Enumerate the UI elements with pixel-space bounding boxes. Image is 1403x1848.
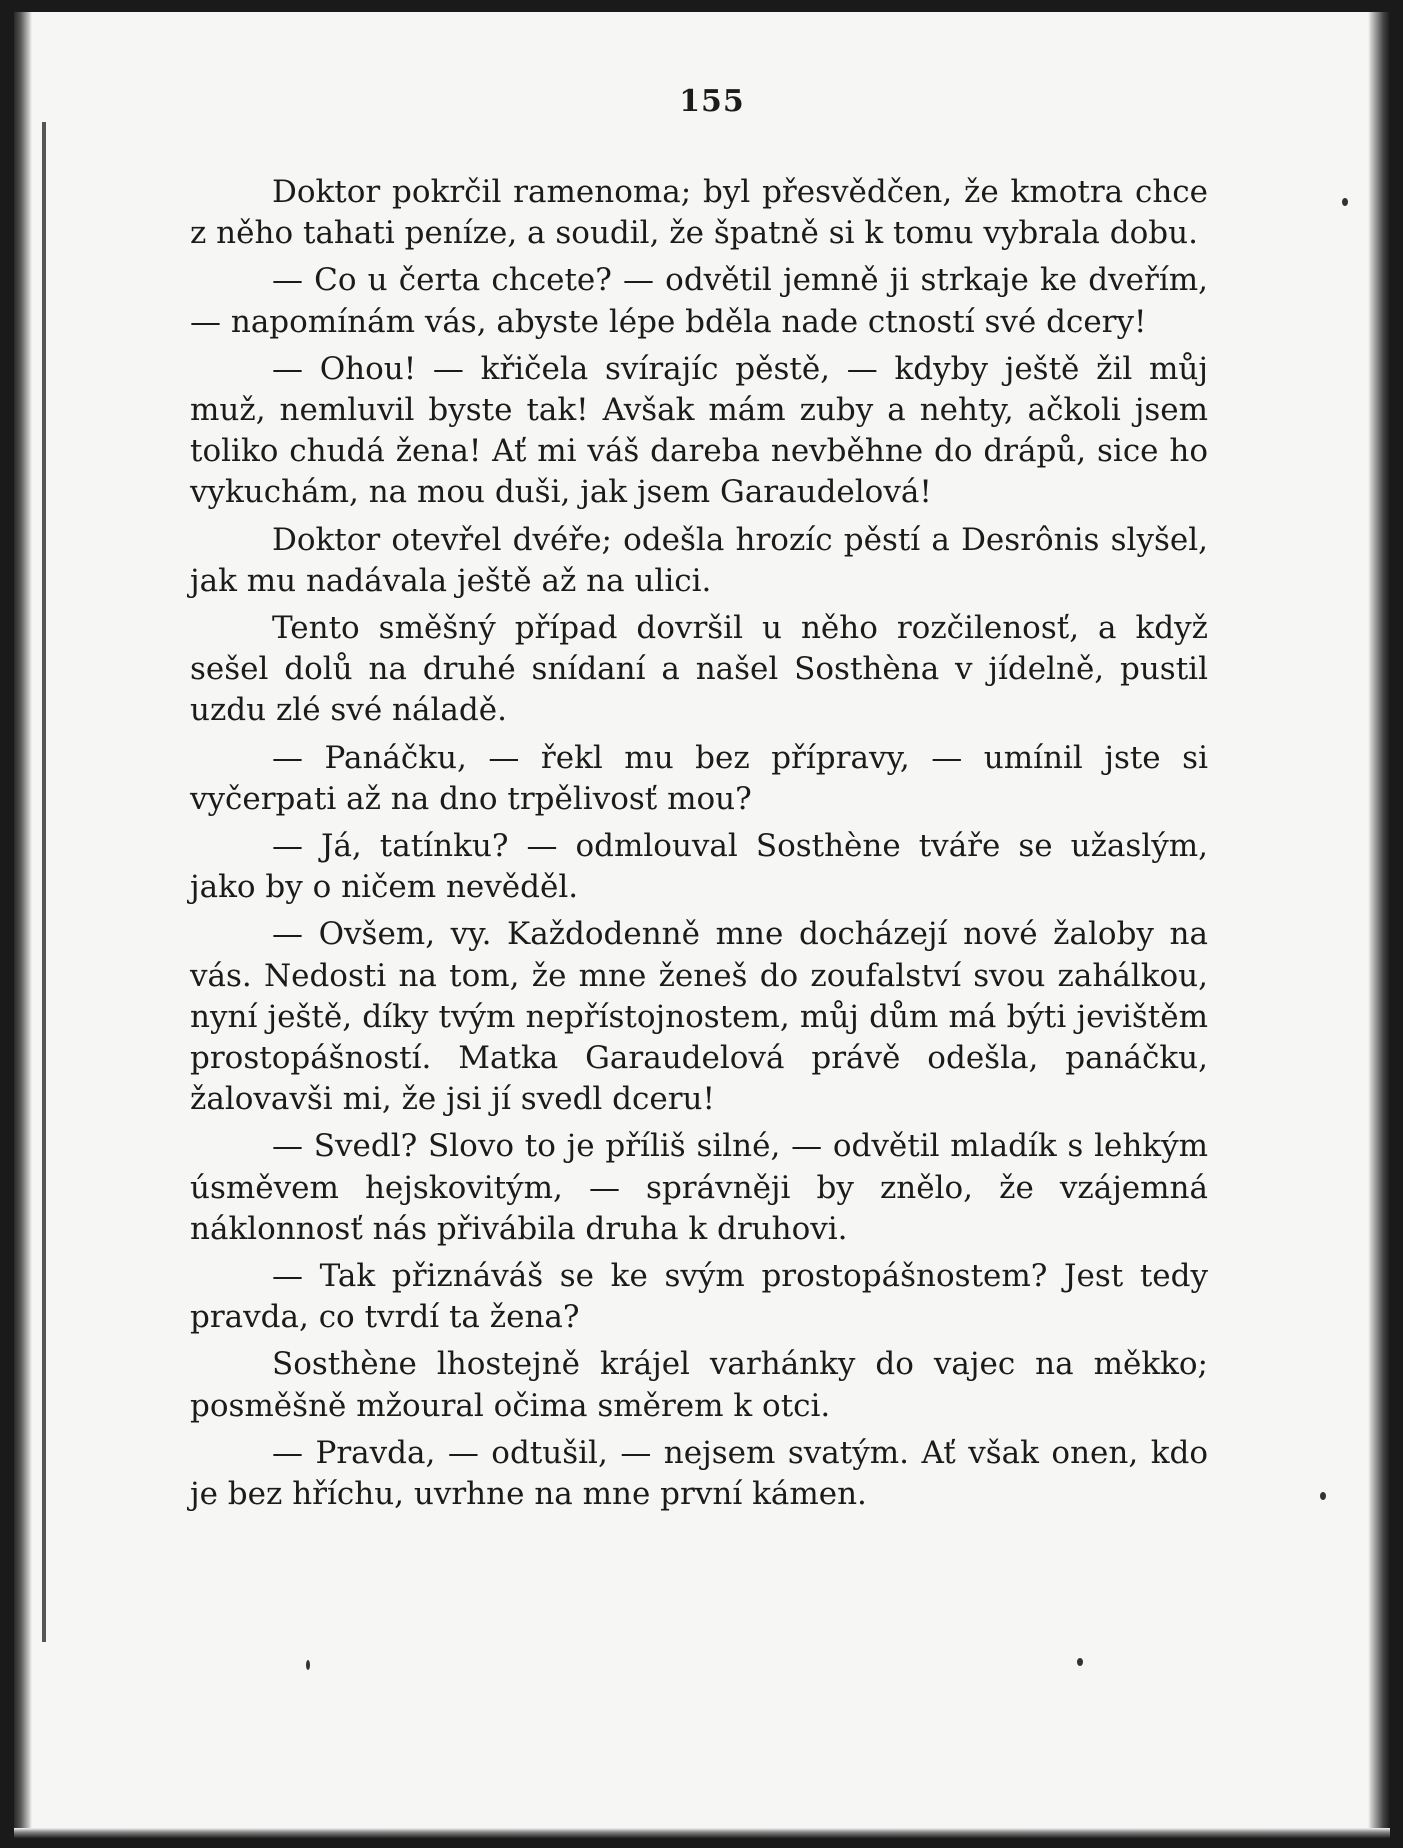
paragraph: — Ohou! — křičela svírajíc pěstě, — kdyby ještě žil můj muž, nemluvil byste tak! Avšak mám zuby a nehty, ačkoli jsem toliko chudá žena! Ať mi váš dareba nevběhne do drápů, sice ho vykuchám, na mou duši, jak jsem Garaudelová! bbox=[190, 350, 1208, 511]
book-page bbox=[14, 12, 1390, 1838]
paragraph: Tento směšný případ dovršil u něho rozčilenosť, a když sešel dolů na druhé snídaní a našel Sosthèna v jídelně, pustil uzdu zlé své náladě. bbox=[190, 610, 1208, 729]
paragraph: — Já, tatínku? — odmlouval Sosthène tváře se užaslým, jako by o ničem nevěděl. bbox=[190, 828, 1208, 906]
paragraph: Doktor pokrčil ramenoma; byl přesvědčen, že kmotra chce z něho tahati peníze, a soudil, že špatně si k tomu vybrala dobu. bbox=[190, 174, 1208, 252]
print-speck bbox=[1342, 198, 1348, 206]
paragraph: — Pravda, — odtušil, — nejsem svatým. Ať však onen, kdo je bez hříchu, uvrhne na mne první kámen. bbox=[190, 1434, 1208, 1513]
paragraph: Doktor otevřel dvéře; odešla hrozíc pěstí a Desrônis slyšel, jak mu nadávala ještě až na ulici. bbox=[190, 521, 1208, 599]
print-speck bbox=[1320, 1492, 1326, 1500]
paragraph: — Co u čerta chcete? — odvětil jemně ji strkaje ke dveřím, — napomínám vás, abyste lépe bděla nade ctností své dcery! bbox=[190, 262, 1208, 340]
page-left-edge bbox=[14, 12, 32, 1838]
binding-shadow bbox=[42, 122, 46, 1642]
print-speck bbox=[306, 1660, 310, 1670]
paragraph: Sosthène lhostejně krájel varhánky do vajec na měkko; posměšně mžoural očima směrem k otci. bbox=[190, 1346, 1208, 1424]
page-bottom-edge bbox=[14, 1828, 1390, 1838]
paragraph: — Panáčku, — řekl mu bez přípravy, — umínil jste si vyčerpati až na dno trpělivosť mou? bbox=[190, 739, 1208, 817]
print-speck bbox=[1077, 1658, 1083, 1666]
page-number: 155 bbox=[679, 84, 745, 119]
paragraph: — Svedl? Slovo to je příliš silné, — odvětil mladík s lehkým úsměvem hejskovitým, — správněji by znělo, že vzájemná náklonnosť nás přivábila druha k druhovi. bbox=[190, 1128, 1208, 1247]
body-text bbox=[190, 172, 1208, 1521]
paragraph: — Ovšem, vy. Každodenně mne docházejí nové žaloby na vás. Nedosti na tom, že mne ženeš do zoufalství svou zahálkou, nyní ještě, díky tvým nepřístojnostem, můj dům má býti jevištěm prostopášností. Matka Garaudelová právě odešla, panáčku, žalovavši mi, že jsi jí svedl dceru! bbox=[190, 916, 1208, 1118]
paragraph: — Tak přiznáváš se ke svým prostopášnostem? Jest tedy pravda, co tvrdí ta žena? bbox=[190, 1258, 1208, 1336]
page-right-edge bbox=[1368, 12, 1390, 1838]
